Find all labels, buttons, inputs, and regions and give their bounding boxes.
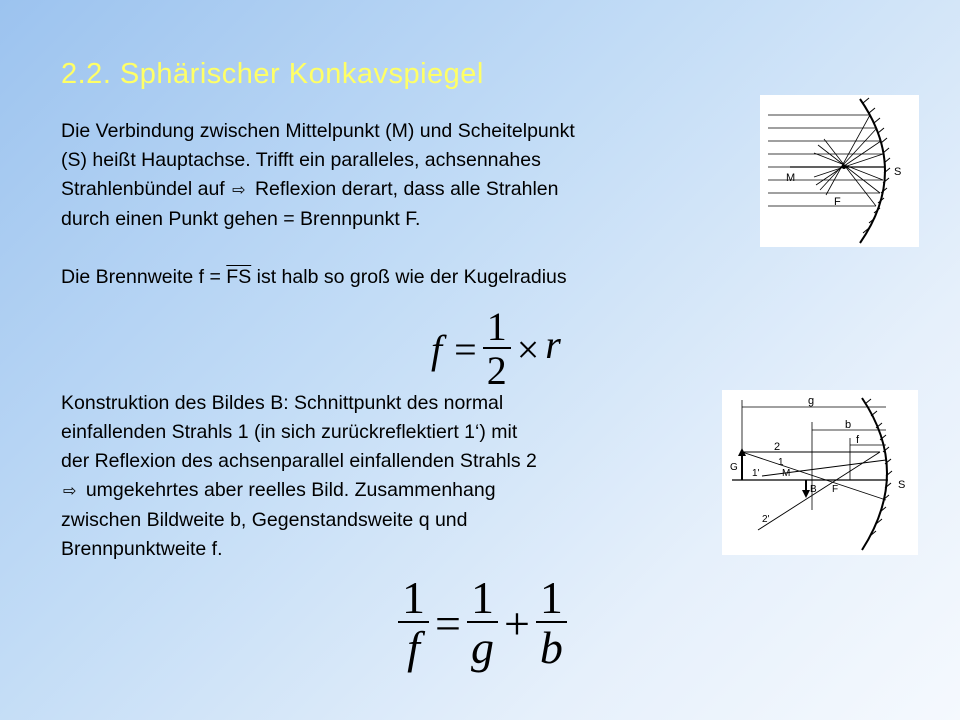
formula-f: f <box>431 326 443 372</box>
text-line: Konstruktion des Bildes B: Schnittpunkt des normal <box>61 392 504 414</box>
label-ray-2: 2 <box>774 441 781 453</box>
paragraph-konstruktion <box>61 389 701 564</box>
fraction-numerator: 1 <box>467 575 498 623</box>
fraction-denominator: f <box>407 622 420 673</box>
concave-mirror-focus-diagram <box>760 95 919 247</box>
formula-r: r <box>545 322 561 368</box>
fraction-one-over-b <box>536 572 567 673</box>
fraction-numerator: 1 <box>398 575 429 623</box>
text-line <box>61 175 751 205</box>
text-segment: Strahlenbündel auf <box>61 178 225 200</box>
text-segment: Reflexion derart, dass alle Strahlen <box>254 178 559 200</box>
text-line: zwischen Bildweite b, Gegenstandsweite q und <box>61 509 468 531</box>
formula-plus: + <box>503 597 530 649</box>
slide-title: 2.2. Sphärischer Konkavspiegel <box>61 58 484 90</box>
label-ray-2-prime: 2' <box>762 514 770 525</box>
text-segment: umgekehrtes aber reelles Bild. Zusammenhang <box>85 479 496 501</box>
paragraph-brennweite <box>61 263 751 292</box>
label-object-g: G <box>730 462 738 473</box>
fraction-one-over-g <box>467 572 498 673</box>
label-ray-1: 1 <box>778 457 784 468</box>
label-image-b: B <box>810 484 817 495</box>
text-line: Brennpunktweite f. <box>61 538 223 560</box>
label-g-dimension: g <box>808 395 815 407</box>
text-line <box>61 263 751 292</box>
focal-length-formula <box>425 304 561 393</box>
paragraph-hauptachse <box>61 117 751 234</box>
text-segment: Die Brennweite f = <box>61 266 227 288</box>
fraction-one-half <box>483 304 511 393</box>
label-ray-1-prime: 1' <box>752 468 760 479</box>
label-m: M <box>786 172 796 184</box>
text-line: (S) heißt Hauptachse. Trifft ein paralleles, achsennahes <box>61 149 541 171</box>
text-line: einfallenden Strahls 1 (in sich zurückreflektiert 1‘) mit <box>61 421 518 443</box>
mirror-equation-formula <box>398 572 567 673</box>
formula-times: × <box>516 326 540 372</box>
text-line <box>61 476 701 506</box>
text-line: der Reflexion des achsenparallel einfallenden Strahls 2 <box>61 450 537 472</box>
label-s: S <box>894 166 902 178</box>
label-center-m: M <box>782 468 791 479</box>
fraction-numerator: 1 <box>536 575 567 623</box>
formula-equals: = <box>454 326 477 372</box>
hollow-right-arrow-icon: ⇨ <box>232 182 246 199</box>
hollow-right-arrow-icon: ⇨ <box>63 483 77 500</box>
fraction-denominator: b <box>539 622 563 673</box>
fraction-numerator: 1 <box>483 307 511 349</box>
label-vertex-s: S <box>898 479 906 491</box>
text-segment: ist halb so groß wie der Kugelradius <box>251 266 567 288</box>
fraction-one-over-f <box>398 572 429 673</box>
label-f-dimension: f <box>856 434 860 446</box>
image-construction-diagram <box>722 390 918 555</box>
text-line: Die Verbindung zwischen Mittelpunkt (M) und Scheitelpunkt <box>61 120 575 142</box>
formula-equals: = <box>435 597 461 649</box>
fraction-denominator: 2 <box>486 348 507 393</box>
fraction-denominator: g <box>470 622 494 673</box>
label-f: F <box>834 196 841 208</box>
fs-segment: $\overline{FS}$ <box>226 266 252 288</box>
label-focus-f: F <box>832 484 839 495</box>
label-b-dimension: b <box>845 419 852 431</box>
text-line: durch einen Punkt gehen = Brennpunkt F. <box>61 208 421 230</box>
